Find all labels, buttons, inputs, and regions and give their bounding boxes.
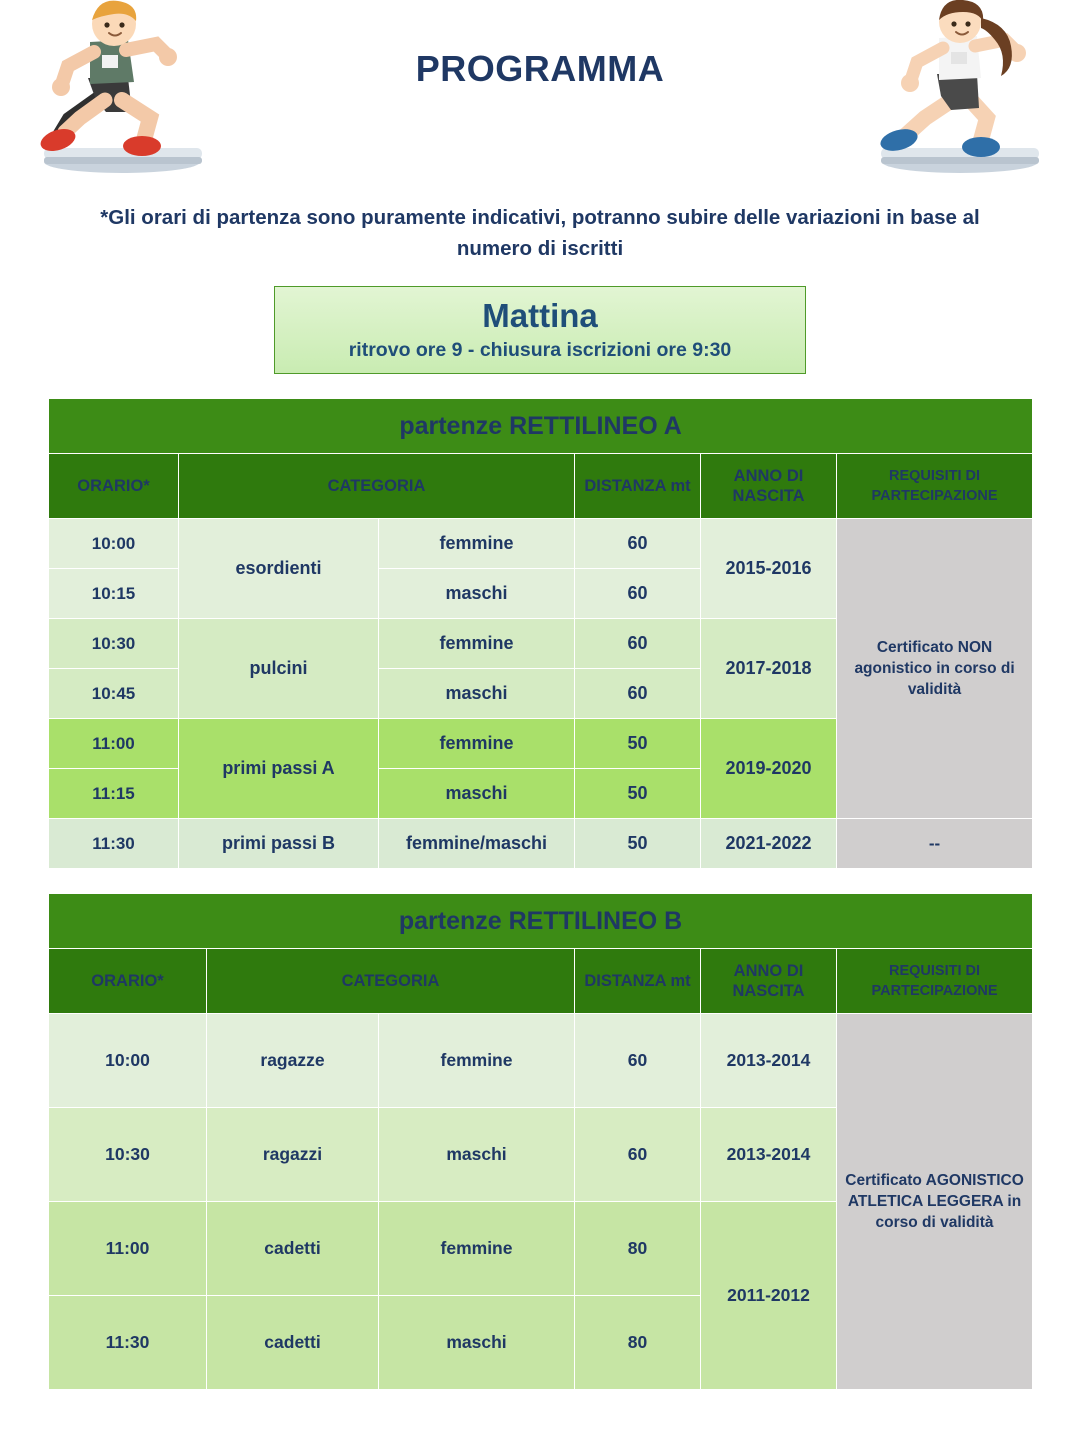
table-b-title-row — [49, 894, 1033, 949]
session-subtitle: ritrovo ore 9 - chiusura iscrizioni ore 9:30 — [348, 339, 732, 361]
cell-categoria: primi passi A — [179, 719, 379, 819]
cell-genere: maschi — [379, 669, 575, 719]
cell-anno: 2013-2014 — [701, 1014, 837, 1108]
session-title: Mattina — [482, 297, 598, 334]
cell-distanza: 60 — [575, 569, 701, 619]
table-a-title-row — [49, 399, 1033, 454]
cell-genere: femmine — [379, 1014, 575, 1108]
cell-genere: femmine — [379, 1202, 575, 1296]
schedule-notice: *Gli orari di partenza sono puramente indicativi, potranno subire delle variazioni in base al numero di iscritti — [100, 206, 980, 260]
cell-genere: femmine — [379, 719, 575, 769]
cell-distanza: 60 — [575, 519, 701, 569]
cell-distanza: 80 — [575, 1202, 701, 1296]
rettilineo-a-wrapper — [48, 398, 1032, 869]
cell-distanza: 60 — [575, 1108, 701, 1202]
header-orario: ORARIO* — [49, 949, 207, 1014]
cell-requisiti: Certificato NON agonistico in corso di validità — [837, 519, 1033, 819]
cell-orario: 11:15 — [49, 769, 179, 819]
cell-distanza: 60 — [575, 669, 701, 719]
running-girl-illustration — [855, 0, 1070, 185]
cell-categoria: ragazze — [207, 1014, 379, 1108]
cell-genere: maschi — [379, 1108, 575, 1202]
cell-anno: 2015-2016 — [701, 519, 837, 619]
table-b-title: partenze RETTILINEO B — [49, 894, 1033, 949]
header-orario: ORARIO* — [49, 454, 179, 519]
cell-anno: 2021-2022 — [701, 819, 837, 869]
header-anno: ANNO DI NASCITA — [701, 454, 837, 519]
cell-anno: 2017-2018 — [701, 619, 837, 719]
table-row — [49, 819, 1033, 869]
rettilineo-b-table — [48, 893, 1033, 1390]
cell-anno: 2011-2012 — [701, 1202, 837, 1390]
cell-genere: femmine — [379, 619, 575, 669]
cell-orario: 10:30 — [49, 1108, 207, 1202]
cell-orario: 10:30 — [49, 619, 179, 669]
cell-distanza: 80 — [575, 1296, 701, 1390]
cell-categoria: esordienti — [179, 519, 379, 619]
cell-orario: 11:00 — [49, 1202, 207, 1296]
cell-categoria: primi passi B — [179, 819, 379, 869]
cell-distanza: 50 — [575, 769, 701, 819]
cell-orario: 11:00 — [49, 719, 179, 769]
cell-orario: 10:00 — [49, 519, 179, 569]
cell-orario: 10:45 — [49, 669, 179, 719]
cell-genere: maschi — [379, 1296, 575, 1390]
cell-categoria: cadetti — [207, 1202, 379, 1296]
header-categoria: CATEGORIA — [179, 454, 575, 519]
cell-requisiti: -- — [837, 819, 1033, 869]
header-categoria: CATEGORIA — [207, 949, 575, 1014]
table-a-header-row — [49, 454, 1033, 519]
cell-genere: maschi — [379, 569, 575, 619]
cell-anno: 2019-2020 — [701, 719, 837, 819]
running-boy-illustration — [10, 0, 225, 185]
cell-orario: 10:15 — [49, 569, 179, 619]
cell-distanza: 60 — [575, 1014, 701, 1108]
cell-orario: 11:30 — [49, 819, 179, 869]
page-header — [0, 0, 1080, 190]
cell-requisiti: Certificato AGONISTICO ATLETICA LEGGERA in corso di validità — [837, 1014, 1033, 1390]
cell-distanza: 60 — [575, 619, 701, 669]
cell-categoria: pulcini — [179, 619, 379, 719]
cell-genere: femmine — [379, 519, 575, 569]
cell-anno: 2013-2014 — [701, 1108, 837, 1202]
header-requisiti: REQUISITI DI PARTECIPAZIONE — [837, 454, 1033, 519]
table-a-title: partenze RETTILINEO A — [49, 399, 1033, 454]
cell-categoria: ragazzi — [207, 1108, 379, 1202]
header-distanza: DISTANZA mt — [575, 454, 701, 519]
session-box — [274, 286, 806, 374]
cell-orario: 10:00 — [49, 1014, 207, 1108]
table-b-header-row — [49, 949, 1033, 1014]
cell-orario: 11:30 — [49, 1296, 207, 1390]
header-requisiti: REQUISITI DI PARTECIPAZIONE — [837, 949, 1033, 1014]
header-distanza: DISTANZA mt — [575, 949, 701, 1014]
rettilineo-a-table — [48, 398, 1033, 869]
table-row — [49, 1014, 1033, 1108]
header-anno: ANNO DI NASCITA — [701, 949, 837, 1014]
cell-genere: femmine/maschi — [379, 819, 575, 869]
rettilineo-b-wrapper — [48, 893, 1032, 1390]
cell-distanza: 50 — [575, 719, 701, 769]
cell-genere: maschi — [379, 769, 575, 819]
cell-categoria: cadetti — [207, 1296, 379, 1390]
cell-distanza: 50 — [575, 819, 701, 869]
page-title: PROGRAMMA — [415, 48, 665, 89]
table-row — [49, 519, 1033, 569]
